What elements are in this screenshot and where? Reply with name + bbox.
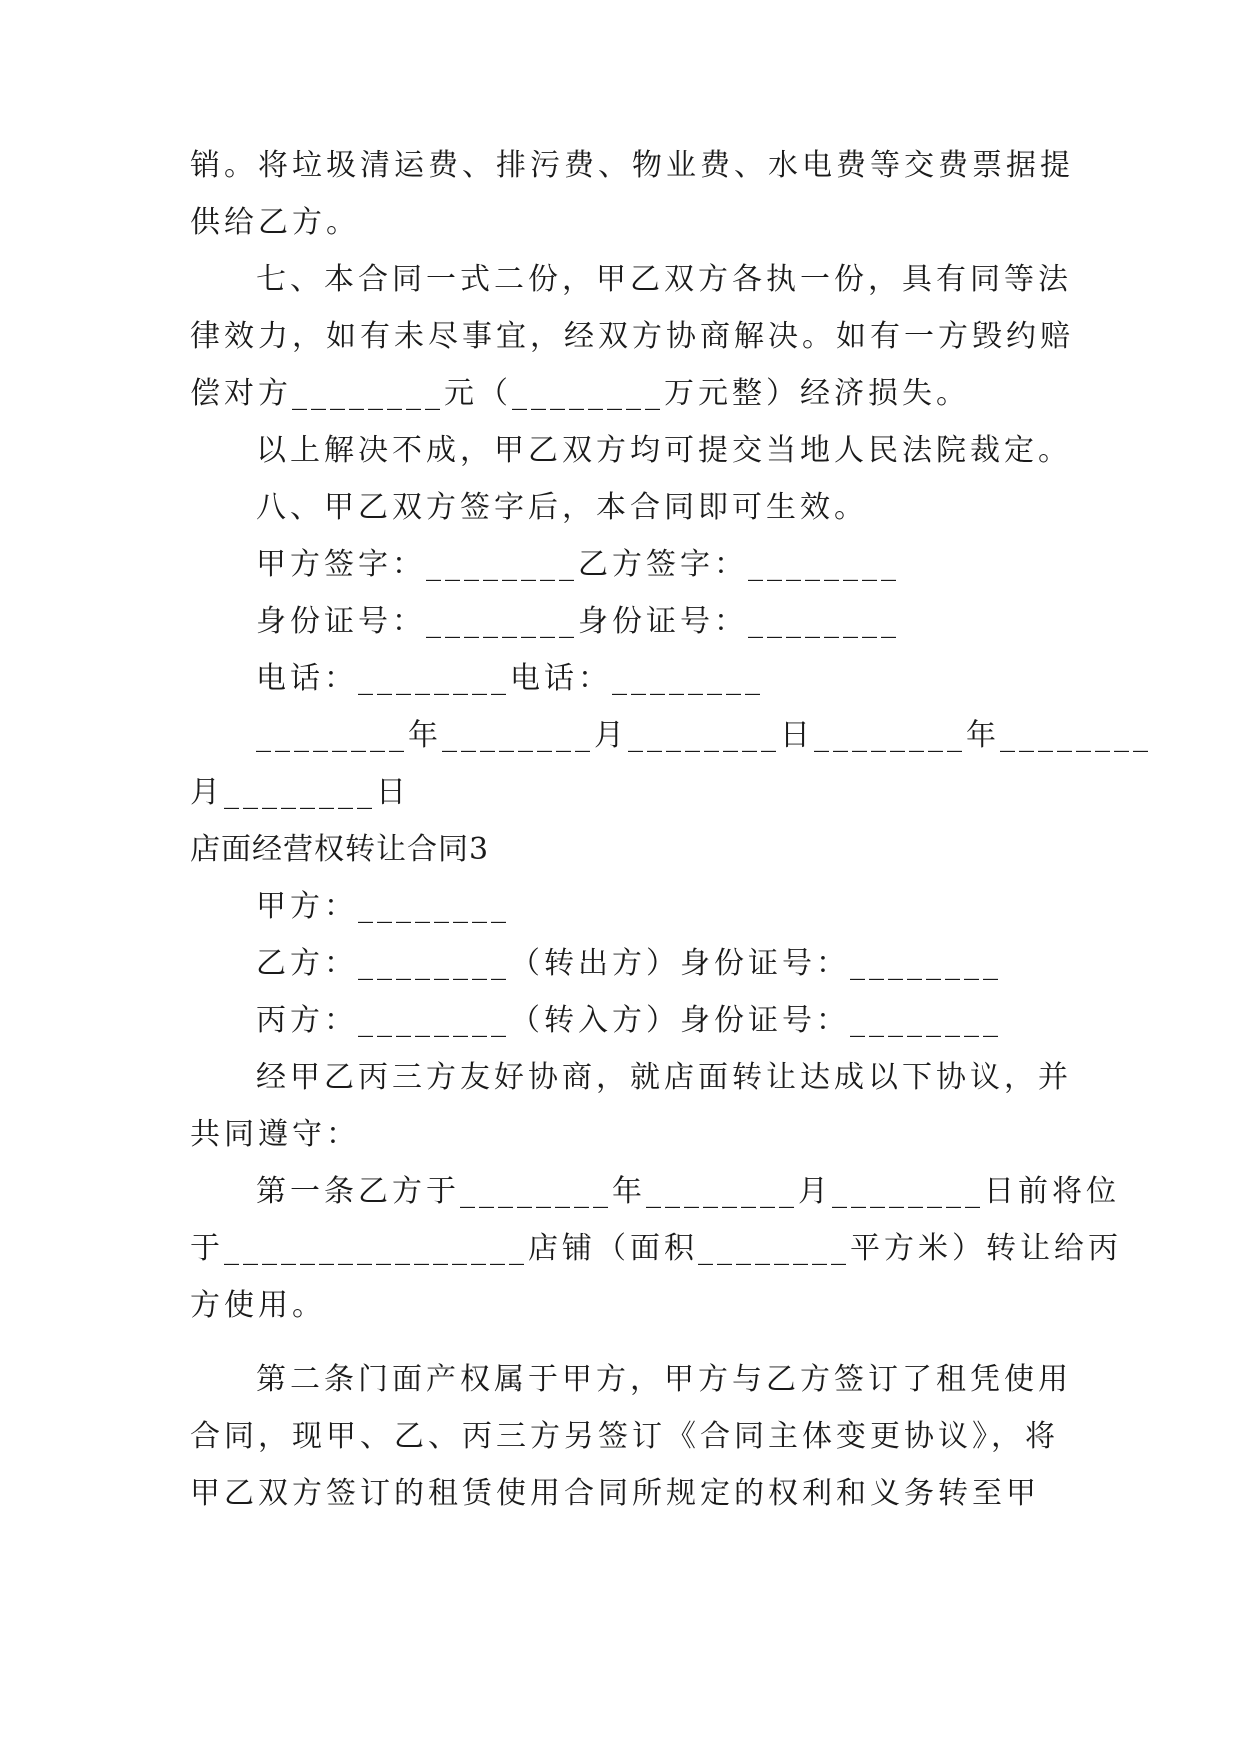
phone-line: 电话：________电话：________: [256, 661, 764, 696]
text-line: 销。将垃圾清运费、排污费、物业费、水电费等交费票据提: [190, 148, 1074, 183]
section-title: 店面经营权转让合同3: [190, 832, 490, 867]
date-line: ________年________月________日________年________: [256, 718, 1152, 753]
signature-line: 甲方签字：________乙方签字：________: [256, 547, 900, 582]
date-line: 月________日: [190, 775, 410, 810]
article-2-line: 甲乙双方签订的租赁使用合同所规定的权利和义务转至甲: [190, 1476, 1040, 1511]
id-number-line: 身份证号：________身份证号：________: [256, 604, 900, 639]
text-line: 供给乙方。: [190, 205, 360, 240]
party-b-line: 乙方：________（转出方）身份证号：________: [256, 946, 1002, 981]
text-line: 经甲乙丙三方友好协商，就店面转让达成以下协议，并: [256, 1060, 1072, 1095]
text-line: 以上解决不成，甲乙双方均可提交当地人民法院裁定。: [256, 433, 1072, 468]
article-1-line: 于________________店铺（面积________平方米）转让给丙: [190, 1231, 1122, 1266]
text-line: 偿对方________元（________万元整）经济损失。: [190, 376, 970, 411]
text-line: 律效力，如有未尽事宜，经双方协商解决。如有一方毁约赔: [190, 319, 1074, 354]
party-c-line: 丙方：________（转入方）身份证号：________: [256, 1003, 1002, 1038]
text-line: 七、本合同一式二份，甲乙双方各执一份，具有同等法: [256, 262, 1072, 297]
article-2-line: 合同，现甲、乙、丙三方另签订《合同主体变更协议》，将: [190, 1419, 1059, 1454]
text-line: 共同遵守：: [190, 1117, 360, 1152]
party-a-line: 甲方：________: [256, 889, 510, 924]
article-2-line: 第二条门面产权属于甲方，甲方与乙方签订了租凭使用: [256, 1362, 1072, 1397]
article-1-line: 第一条乙方于________年________月________日前将位: [256, 1174, 1120, 1209]
text-line: 八、甲乙双方签字后，本合同即可生效。: [256, 490, 868, 525]
article-1-line: 方使用。: [190, 1288, 326, 1323]
